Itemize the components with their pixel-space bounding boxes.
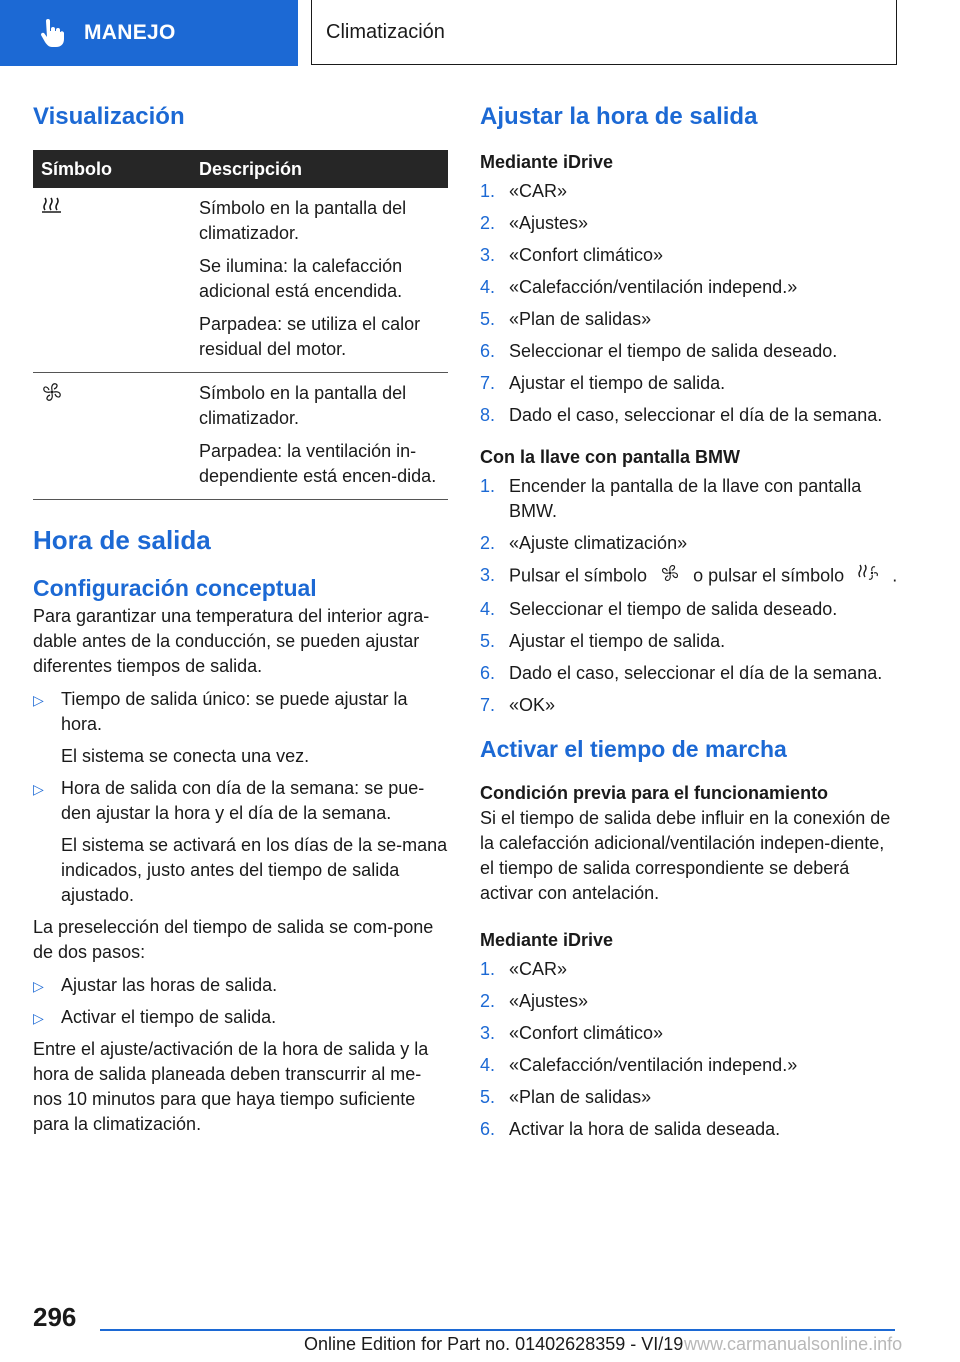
right-column	[480, 100, 900, 1149]
steps-list	[33, 973, 448, 1030]
list-item-note: El sistema se conecta una vez.	[61, 746, 310, 766]
idrive2-steps	[480, 957, 900, 1142]
heater-fan-icon	[857, 563, 879, 590]
list-item-text: Tiempo de salida único: se puede ajustar la hora.	[61, 689, 408, 734]
description-text: Parpadea: la ventilación in-dependiente está encen-dida.	[199, 441, 437, 486]
list-item: 8. Dado el caso, seleccionar el día de la semana.	[480, 405, 883, 425]
heater-icon	[41, 198, 65, 218]
list-item-note: El sistema se activará en los días de la se-mana indicados, justo antes del tiempo de salida ajustado.	[61, 835, 448, 905]
key-heading: Con la llave con pantalla BMW	[480, 447, 741, 467]
watermark: www.carmanualsonline.info	[684, 1334, 903, 1354]
symbol-cell	[33, 373, 199, 500]
condition-heading: Condición previa para el funcionamiento	[480, 783, 829, 803]
footer-divider	[100, 1329, 895, 1331]
list-item: 4. «Calefacción/ventilación independ.»	[480, 277, 798, 297]
triangle-bullet-icon: ▷	[33, 781, 44, 797]
idrive-heading: Mediante iDrive	[480, 152, 614, 172]
hand-pointer-icon	[36, 18, 66, 48]
closing-paragraph: Entre el ajuste/activación de la hora de salida y la hora de salida planeada deben transcurrir al me-nos 10 minutos para que haya tiempo suficiente para la climatización.	[33, 1039, 429, 1134]
section-label: MANEJO	[84, 21, 176, 44]
list-item	[33, 687, 448, 769]
activate-title: Activar el tiempo de marcha	[480, 736, 787, 762]
table-header-row	[33, 150, 448, 188]
list-item: 2. «Ajustes»	[480, 991, 589, 1011]
list-item: 6. Activar la hora de salida deseada.	[480, 1119, 781, 1139]
list-item: 1. «CAR»	[480, 181, 568, 201]
list-item	[33, 776, 448, 908]
set-departure-title: Ajustar la hora de salida	[480, 103, 758, 130]
fan-icon	[660, 563, 680, 590]
chapter-title: Climatización	[326, 20, 445, 43]
option-list	[33, 687, 448, 908]
condition-paragraph: Si el tiempo de salida debe influir en la conexión de la calefacción adicional/ventilación indepen-diente, el tiempo de salida correspondiente se deberá activar con antelación.	[480, 808, 891, 903]
triangle-bullet-icon: ▷	[33, 692, 44, 708]
symbol-cell	[33, 188, 199, 373]
intro-paragraph: Para garantizar una temperatura del interior agra-dable antes de la conducción, se pueden ajustar diferentes tiempos de salida.	[33, 606, 430, 676]
list-item-text: Hora de salida con día de la semana: se pue-den ajustar la hora y el día de la semana.	[61, 778, 425, 823]
list-item: 2. «Ajustes»	[480, 213, 589, 233]
list-item: 6. Seleccionar el tiempo de salida deseado.	[480, 341, 838, 361]
left-column	[33, 100, 448, 1137]
chapter-header	[311, 0, 897, 65]
subsection-title: Configuración conceptual	[33, 575, 317, 601]
table-row	[33, 188, 448, 373]
page-number: 296	[33, 1302, 77, 1332]
description-text: Símbolo en la pantalla del climatizador.	[199, 383, 407, 428]
list-item-text: Ajustar las horas de salida.	[61, 975, 278, 995]
description-cell	[199, 373, 448, 500]
idrive2-heading: Mediante iDrive	[480, 930, 614, 950]
symbol-table	[33, 150, 448, 500]
list-item: 7. «OK»	[480, 695, 556, 715]
list-item: 5. «Plan de salidas»	[480, 309, 652, 329]
list-item	[33, 1005, 448, 1030]
list-item: 1. «CAR»	[480, 959, 568, 979]
footer-edition	[304, 1334, 903, 1355]
table-header-description: Descripción	[199, 150, 448, 188]
list-item: 1. Encender la pantalla de la llave con pantalla BMW.	[480, 476, 862, 521]
visualization-title: Visualización	[33, 103, 185, 130]
list-item: 3. «Confort climático»	[480, 245, 664, 265]
list-item: 7. Ajustar el tiempo de salida.	[480, 373, 726, 393]
list-item: 4. «Calefacción/ventilación independ.»	[480, 1055, 798, 1075]
list-item: 2. «Ajuste climatización»	[480, 533, 688, 553]
list-item: 3. «Confort climático»	[480, 1023, 664, 1043]
table-row	[33, 373, 448, 500]
list-item-text: Activar el tiempo de salida.	[61, 1007, 277, 1027]
key-steps	[480, 474, 900, 718]
description-text: Se ilumina: la calefacción adicional está encendida.	[199, 256, 403, 301]
triangle-bullet-icon: ▷	[33, 978, 44, 994]
section-tab[interactable]	[0, 0, 298, 66]
list-item: 3. Pulsar el símbolo o pulsar el símbolo .	[480, 563, 900, 590]
list-item: 4. Seleccionar el tiempo de salida deseado.	[480, 599, 838, 619]
description-cell	[199, 188, 448, 373]
edition-text: Online Edition for Part no. 01402628359 - VI/19	[304, 1334, 684, 1354]
preselection-paragraph: La preselección del tiempo de salida se com-pone de dos pasos:	[33, 917, 434, 962]
description-text: Símbolo en la pantalla del climatizador.	[199, 198, 407, 243]
idrive-steps	[480, 179, 900, 428]
list-item: 6. Dado el caso, seleccionar el día de la semana.	[480, 663, 883, 683]
list-item: 5. «Plan de salidas»	[480, 1087, 652, 1107]
fan-icon	[41, 387, 63, 407]
table-header-symbol: Símbolo	[33, 150, 199, 188]
section-title: Hora de salida	[33, 525, 211, 555]
triangle-bullet-icon: ▷	[33, 1010, 44, 1026]
description-text: Parpadea: se utiliza el calor residual del motor.	[199, 314, 421, 359]
list-item: 5. Ajustar el tiempo de salida.	[480, 631, 726, 651]
list-item	[33, 973, 448, 998]
